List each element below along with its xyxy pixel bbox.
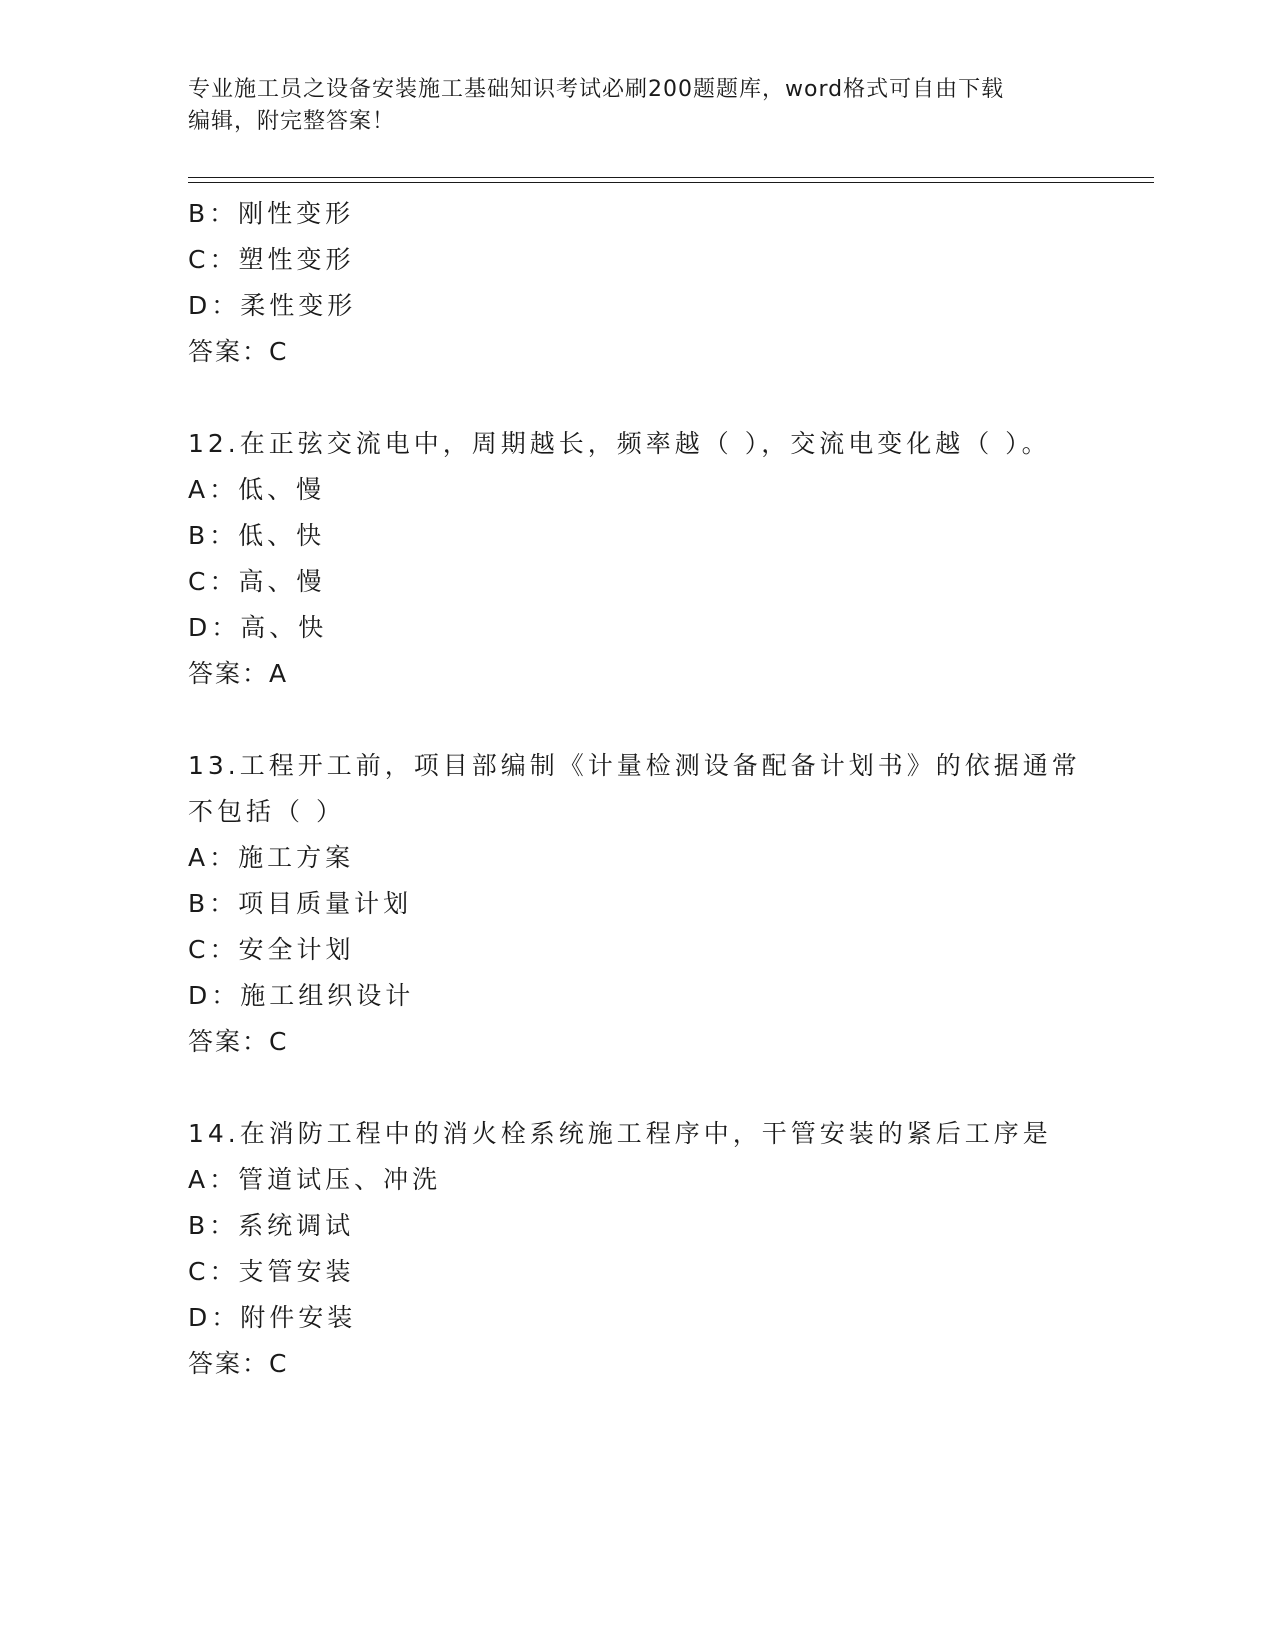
spacer bbox=[188, 1065, 1088, 1111]
option-d: D：附件安装 bbox=[188, 1303, 357, 1332]
answer-label: 答案：C bbox=[188, 1349, 289, 1378]
header-title-line-1: 专业施工员之设备安装施工基础知识考试必刷200题题库，word格式可自由下载 bbox=[188, 77, 1005, 102]
header-divider-bottom bbox=[188, 182, 1154, 183]
option-a: A：施工方案 bbox=[188, 843, 355, 872]
question-13 bbox=[188, 743, 1088, 1065]
question-stem-line-1: 13.工程开工前，项目部编制《计量检测设备配备计划书》的依据通常 bbox=[188, 751, 1081, 780]
option-b: B：低、快 bbox=[188, 521, 326, 550]
option-a: A：低、慢 bbox=[188, 475, 326, 504]
question-stem: 14.在消防工程中的消火栓系统施工程序中，干管安装的紧后工序是 bbox=[188, 1119, 1052, 1148]
answer-label: 答案：C bbox=[188, 337, 289, 366]
question-12 bbox=[188, 421, 1088, 697]
header-title-line-2: 编辑，附完整答案！ bbox=[188, 109, 396, 134]
question-14 bbox=[188, 1111, 1088, 1387]
option-d: D：高、快 bbox=[188, 613, 328, 642]
option-a: A：管道试压、冲洗 bbox=[188, 1165, 442, 1194]
option-c: C：支管安装 bbox=[188, 1257, 355, 1286]
spacer bbox=[188, 697, 1088, 743]
option-d: D：施工组织设计 bbox=[188, 981, 415, 1010]
question-list bbox=[188, 191, 1088, 1387]
option-c: C：塑性变形 bbox=[188, 245, 355, 274]
question-11 bbox=[188, 191, 1088, 375]
option-c: C：高、慢 bbox=[188, 567, 326, 596]
answer-label: 答案：A bbox=[188, 659, 289, 688]
option-b: B：项目质量计划 bbox=[188, 889, 413, 918]
question-stem: 12.在正弦交流电中，周期越长，频率越（ ），交流电变化越（ ）。 bbox=[188, 429, 1051, 458]
option-b: B：系统调试 bbox=[188, 1211, 355, 1240]
option-c: C：安全计划 bbox=[188, 935, 355, 964]
header-divider-top bbox=[188, 177, 1154, 178]
option-b: B：刚性变形 bbox=[188, 199, 355, 228]
question-stem-line-2: 不包括（ ） bbox=[188, 797, 345, 826]
answer-label: 答案：C bbox=[188, 1027, 289, 1056]
document-header bbox=[188, 74, 1088, 138]
option-d: D：柔性变形 bbox=[188, 291, 357, 320]
spacer bbox=[188, 375, 1088, 421]
